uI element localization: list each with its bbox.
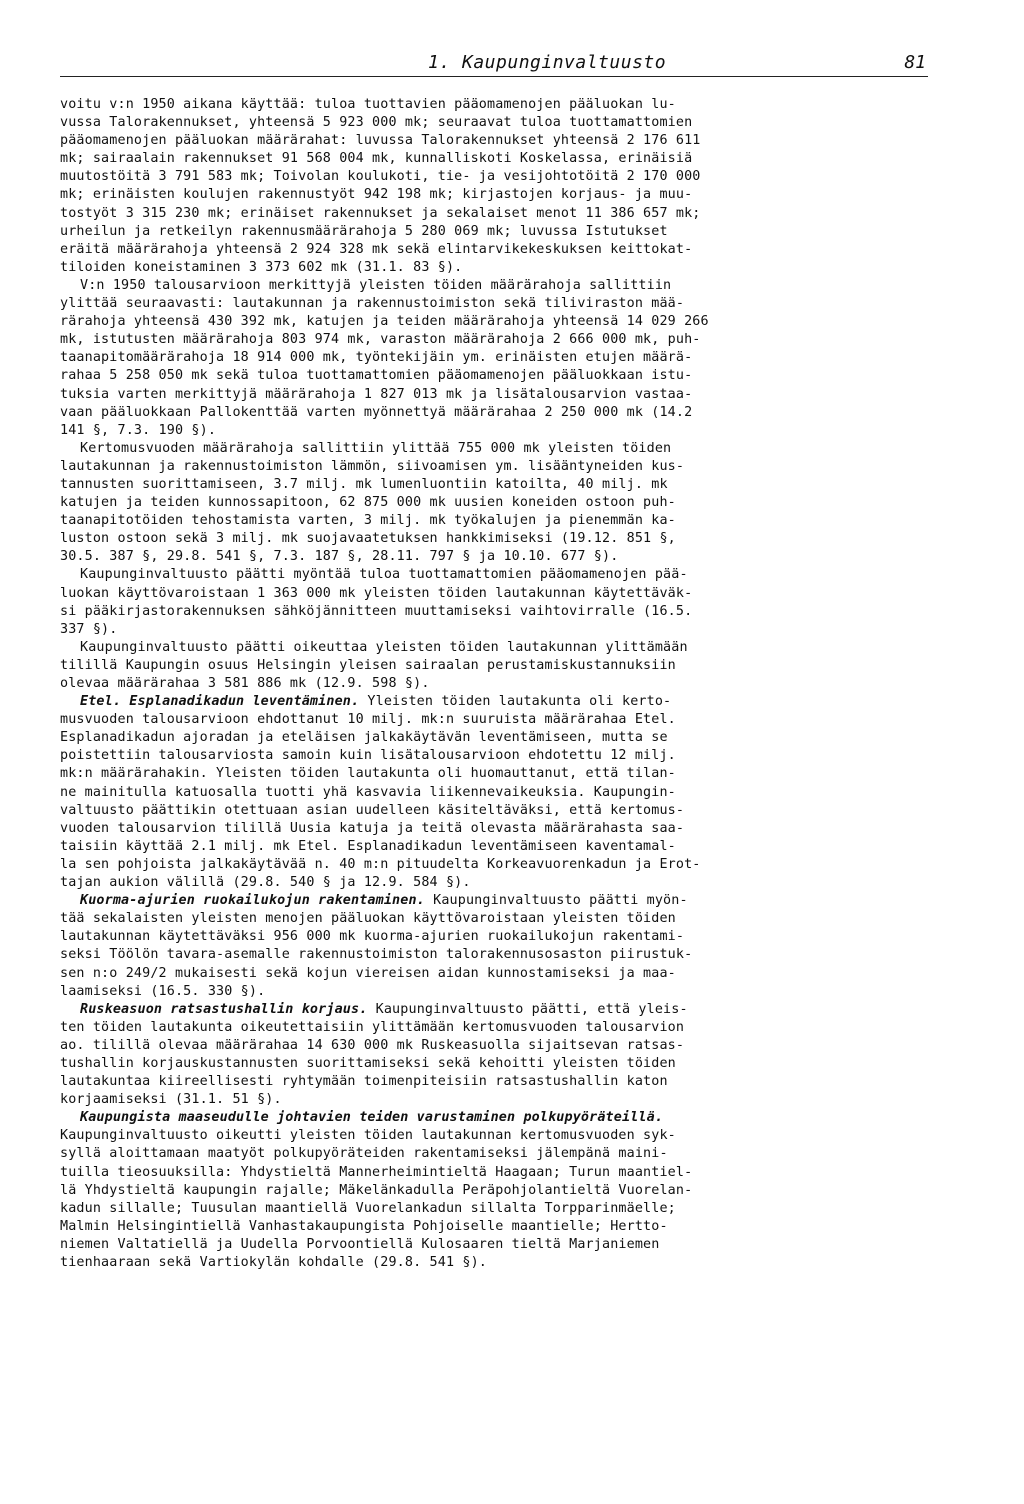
- text-line: lautakunnan ja rakennustoimiston lämmön, siivoamisen ym. lisääntyneiden kus-: [60, 458, 685, 474]
- text-line: [60, 693, 940, 711]
- text-line: taanapitotöiden tehostamista varten, 3 milj. mk työkalujen ja pienemmän ka-: [60, 513, 676, 529]
- text-line: rahaa 5 258 050 mk sekä tuloa tuottamattomien pääomamenojen pääluokkaan istu-: [60, 368, 693, 384]
- text-line: vussa Talorakennukset, yhteensä 5 923 000 mk; seuraavat tuloa tuottamattomien: [60, 115, 693, 131]
- text-line: tuksia varten merkittyjä määrärahoja 1 827 013 mk ja lisätalousarvion vastaa-: [60, 386, 693, 402]
- text-line: Kaupunginvaltuusto päätti myöntää tuloa tuottamattomien pääomamenojen pää-: [80, 567, 688, 583]
- text-line: tuilla tieosuuksilla: Yhdystieltä Mannerheimintieltä Haagaan; Turun maantiel-: [60, 1164, 693, 1180]
- text-line: Kaupunginvaltuusto oikeutti yleisten töiden lautakunnan kertomusvuoden syk-: [60, 1128, 676, 1144]
- text-line: urheilun ja retkeilyn rakennusmäärärahoja 5 280 069 mk; luvussa Istutukset: [60, 223, 668, 239]
- text-line: laamiseksi (16.5. 330 §).: [60, 983, 266, 999]
- text-line: seksi Töölön tavara-asemalle rakennustoimiston talorakennusosaston piirustuk-: [60, 947, 693, 963]
- body-text: [60, 96, 940, 1272]
- text-line: niemen Valtatiellä ja Uudella Porvoontiellä Kulosaaren tieltä Marjaniemen: [60, 1236, 660, 1252]
- text-line: mk:n määrärahakin. Yleisten töiden lautakunta oli huomauttanut, että tilan-: [60, 766, 676, 782]
- text-line: tienhaaraan sekä Vartiokylän kohdalle (29.8. 541 §).: [60, 1255, 488, 1270]
- section-heading: Kaupungista maaseudulle johtavien teiden varustaminen polkupyöräteillä.: [80, 1110, 664, 1126]
- paragraph: [60, 639, 940, 693]
- text-line: 141 §, 7.3. 190 §).: [60, 422, 217, 438]
- text-line: rärahoja yhteensä 430 392 mk, katujen ja teiden määrärahoja yhteensä 14 029 266: [60, 314, 709, 330]
- text-line: lautakunnan käytettäväksi 956 000 mk kuorma-ajurien ruokailukojun rakentami-: [60, 929, 685, 945]
- text-line: lautakuntaa kiireellisesti ryhtymään toimenpiteisiin ratsastushallin katon: [60, 1074, 668, 1090]
- text-line: taisiin käyttää 2.1 milj. mk Etel. Esplanadikadun leventämiseen kaventamal-: [60, 838, 676, 854]
- text-line: valtuusto päättikin otettuaan asian uudelleen käsiteltäväksi, että kertomus-: [60, 802, 685, 818]
- text-line: lä Yhdystieltä kaupungin rajalle; Mäkelänkadulla Peräpohjolantieltä Vuorelan-: [60, 1182, 693, 1198]
- heading-line-rest: Yleisten töiden lautakunta oli kerto-: [359, 694, 672, 710]
- section-heading: Ruskeasuon ratsastushallin korjaus.: [80, 1001, 368, 1017]
- paragraph: [60, 277, 940, 440]
- text-line: poistettiin talousarviosta samoin kuin lisätalousarvioon ehdotettu 12 milj.: [60, 748, 676, 764]
- text-line: mk, istutusten määrärahoja 803 974 mk, varaston määrärahoja 2 666 000 mk, puh-: [60, 332, 701, 348]
- text-line: syllä aloittamaan maatyöt polkupyöräteiden rakentamiseksi jälempänä maini-: [60, 1146, 668, 1162]
- text-line: ylittää seuraavasti: lautakunnan ja rakennustoimiston sekä tiliviraston mää-: [60, 296, 685, 312]
- paragraph: [60, 1001, 940, 1110]
- text-line: mk; sairaalain rakennukset 91 568 004 mk, kunnalliskoti Koskelassa, erinäisiä: [60, 151, 693, 167]
- text-line: kadun sillalle; Tuusulan maantiellä Vuorelankadun sillalta Torpparinmäelle;: [60, 1200, 676, 1216]
- text-line: sen n:o 249/2 mukaisesti sekä kojun viereisen aidan kunnostamiseksi ja maa-: [60, 965, 676, 981]
- paragraph: [60, 96, 940, 277]
- text-line: tannusten suorittamiseen, 3.7 milj. mk lumenluontiin katoilta, 40 milj. mk: [60, 476, 668, 492]
- paragraph: [60, 693, 940, 892]
- section-heading: Kuorma-ajurien ruokailukojun rakentaminen.: [80, 893, 425, 909]
- text-line: [60, 1001, 940, 1019]
- text-line: voitu v:n 1950 aikana käyttää: tuloa tuottavien pääomamenojen pääluokan lu-: [60, 97, 676, 112]
- text-line: luokan käyttövaroistaan 1 363 000 mk yleisten töiden lautakunnan käytettäväk-: [60, 585, 693, 601]
- paragraph: [60, 892, 940, 1001]
- text-line: V:n 1950 talousarvioon merkittyjä yleisten töiden määrärahoja sallittiin: [80, 277, 672, 293]
- text-line: Esplanadikadun ajoradan ja eteläisen jalkakäytävän leventämiseen, mutta se: [60, 730, 668, 746]
- heading-line-rest: Kaupunginvaltuusto päätti myön-: [424, 893, 688, 909]
- text-line: 30.5. 387 §, 29.8. 541 §, 7.3. 187 §, 28.11. 797 § ja 10.10. 677 §).: [60, 549, 619, 565]
- text-line: la sen pohjoista jalkakäytävää n. 40 m:n pituudelta Korkeavuorenkadun ja Erot-: [60, 856, 701, 872]
- section-heading: Etel. Esplanadikadun leventäminen.: [80, 694, 360, 710]
- text-line: musvuoden talousarvioon ehdottanut 10 milj. mk:n suuruista määrärahaa Etel.: [60, 712, 676, 728]
- text-line: pääomamenojen pääluokan määrärahat: luvussa Talorakennukset yhteensä 2 176 611: [60, 133, 701, 149]
- text-line: olevaa määrärahaa 3 581 886 mk (12.9. 598 §).: [60, 676, 430, 691]
- text-line: korjaamiseksi (31.1. 51 §).: [60, 1092, 282, 1108]
- page-number: 81: [904, 52, 926, 73]
- text-line: [60, 892, 940, 910]
- text-line: vuoden talousarvion tilillä Uusia katuja ja teitä olevasta määrärahasta saa-: [60, 820, 685, 836]
- running-header: [60, 52, 928, 77]
- text-line: tajan aukion välillä (29.8. 540 § ja 12.9. 584 §).: [60, 875, 471, 891]
- text-line: taanapitomäärärahoja 18 914 000 mk, työntekijäin ym. erinäisten etujen määrä-: [60, 350, 693, 366]
- text-line: katujen ja teiden kunnossapitoon, 62 875 000 mk uusien koneiden ostoon puh-: [60, 495, 676, 511]
- text-line: ten töiden lautakunta oikeutettaisiin ylittämään kertomusvuoden talousarvion: [60, 1019, 685, 1035]
- text-line: ne mainitulla katuosalla tuotti yhä kasvavia liikennevaikeuksia. Kaupungin-: [60, 784, 676, 800]
- text-line: luston ostoon sekä 3 milj. mk suojavaatetuksen hankkimiseksi (19.12. 851 §,: [60, 531, 676, 547]
- text-line: Malmin Helsingintiellä Vanhastakaupungista Pohjoiselle maantielle; Hertto-: [60, 1218, 668, 1234]
- text-line: mk; erinäisten koulujen rakennustyöt 942 198 mk; kirjastojen korjaus- ja muu-: [60, 187, 693, 203]
- text-line: Kaupunginvaltuusto päätti oikeuttaa yleisten töiden lautakunnan ylittämään: [80, 639, 688, 655]
- text-line: vaan pääluokkaan Pallokenttää varten myönnettyä määrärahaa 2 250 000 mk (14.2: [60, 404, 693, 420]
- paragraph: [60, 440, 940, 567]
- paragraph: [60, 566, 940, 638]
- text-line: si pääkirjastorakennuksen sähköjännitteen muuttamiseksi vaihtovirralle (16.5.: [60, 603, 693, 619]
- text-line: eräitä määrärahoja yhteensä 2 924 328 mk sekä elintarvikekeskuksen keittokat-: [60, 241, 693, 257]
- text-line: 337 §).: [60, 621, 118, 637]
- text-line: tostyöt 3 315 230 mk; erinäiset rakennukset ja sekalaiset menot 11 386 657 mk;: [60, 205, 701, 221]
- text-line: tilillä Kaupungin osuus Helsingin yleisen sairaalan perustamiskustannuksiin: [60, 657, 676, 673]
- text-line: tushallin korjauskustannusten suorittamiseksi sekä kehoitti yleisten töiden: [60, 1055, 676, 1071]
- text-line: ao. tilillä olevaa määrärahaa 14 630 000 mk Ruskeasuolla sijaitsevan ratsas-: [60, 1037, 685, 1053]
- text-line: [60, 1109, 940, 1127]
- text-line: tää sekalaisten yleisten menojen pääluokan käyttövaroistaan yleisten töiden: [60, 911, 676, 927]
- paragraph: [60, 1109, 940, 1272]
- heading-line-rest: Kaupunginvaltuusto päätti, että yleis-: [367, 1001, 688, 1017]
- running-title: 1. Kaupunginvaltuusto: [428, 52, 667, 73]
- text-line: Kertomusvuoden määrärahoja sallittiin ylittää 755 000 mk yleisten töiden: [80, 440, 672, 456]
- text-line: muutostöitä 3 791 583 mk; Toivolan koulukoti, tie- ja vesijohtotöitä 2 170 000: [60, 169, 701, 185]
- text-line: tiloiden koneistaminen 3 373 602 mk (31.1. 83 §).: [60, 259, 463, 275]
